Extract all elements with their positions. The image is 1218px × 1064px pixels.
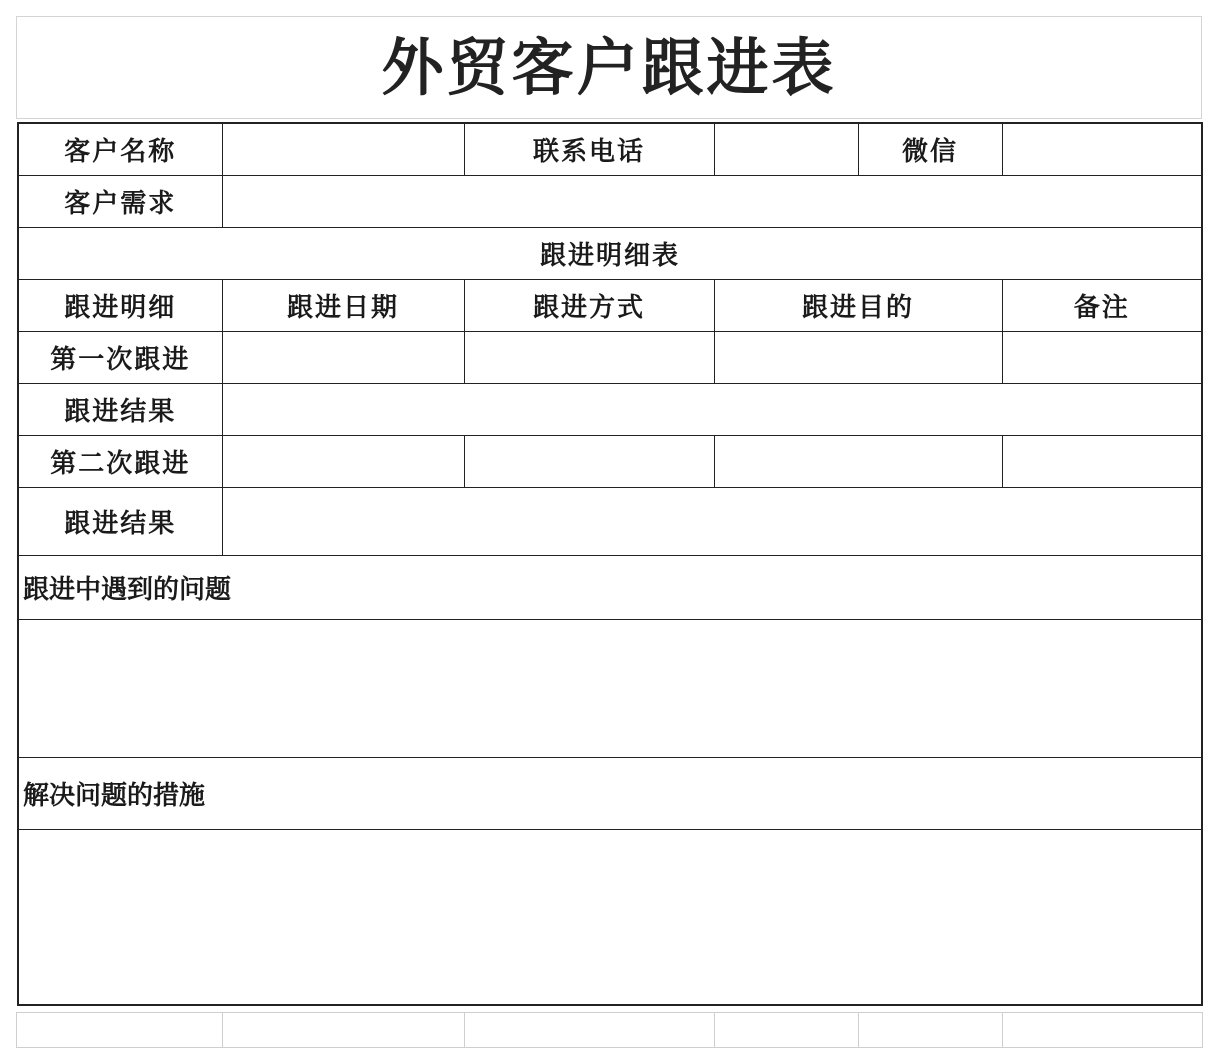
first-follow-up-method-field[interactable]: [464, 331, 714, 383]
problems-label: 跟进中遇到的问题: [18, 555, 1202, 619]
second-follow-up-remarks-field[interactable]: [1002, 435, 1202, 487]
second-result-row: [18, 487, 1202, 555]
first-follow-up-purpose-field[interactable]: [714, 331, 1002, 383]
follow-up-form: [17, 122, 1203, 1006]
problems-label-row: [18, 555, 1202, 619]
second-follow-up-purpose-field[interactable]: [714, 435, 1002, 487]
customer-name-label: 客户名称: [18, 123, 222, 175]
detail-header-row: [18, 279, 1202, 331]
footer-grid-row: [17, 1013, 1203, 1048]
solutions-content-row: [18, 829, 1202, 1005]
footer-grid: [16, 1012, 1203, 1048]
footer-grid-cell: [465, 1013, 715, 1048]
problems-field[interactable]: [18, 619, 1202, 757]
detail-title-row: [18, 227, 1202, 279]
customer-needs-field[interactable]: [222, 175, 1202, 227]
header-method: 跟进方式: [464, 279, 714, 331]
second-result-label: 跟进结果: [18, 487, 222, 555]
needs-row: [18, 175, 1202, 227]
second-follow-up-date-field[interactable]: [222, 435, 464, 487]
footer-grid-cell: [223, 1013, 465, 1048]
header-purpose: 跟进目的: [714, 279, 1002, 331]
page-title: 外贸客户跟进表: [381, 30, 837, 104]
title-box: [16, 16, 1202, 119]
footer-grid-cell: [859, 1013, 1003, 1048]
wechat-field[interactable]: [1002, 123, 1202, 175]
header-date: 跟进日期: [222, 279, 464, 331]
footer-grid-cell: [715, 1013, 859, 1048]
detail-section-title: 跟进明细表: [18, 227, 1202, 279]
problems-content-row: [18, 619, 1202, 757]
footer-grid-cell: [1003, 1013, 1203, 1048]
second-follow-up-label: 第二次跟进: [18, 435, 222, 487]
solutions-field[interactable]: [18, 829, 1202, 1005]
solutions-label-row: [18, 757, 1202, 829]
customer-needs-label: 客户需求: [18, 175, 222, 227]
customer-row: [18, 123, 1202, 175]
first-follow-up-remarks-field[interactable]: [1002, 331, 1202, 383]
phone-label: 联系电话: [464, 123, 714, 175]
solutions-label: 解决问题的措施: [18, 757, 1202, 829]
second-result-field[interactable]: [222, 487, 1202, 555]
first-result-row: [18, 383, 1202, 435]
first-result-field[interactable]: [222, 383, 1202, 435]
first-follow-up-row: [18, 331, 1202, 383]
customer-name-field[interactable]: [222, 123, 464, 175]
first-follow-up-label: 第一次跟进: [18, 331, 222, 383]
wechat-label: 微信: [858, 123, 1002, 175]
first-result-label: 跟进结果: [18, 383, 222, 435]
header-detail: 跟进明细: [18, 279, 222, 331]
phone-field[interactable]: [714, 123, 858, 175]
header-remarks: 备注: [1002, 279, 1202, 331]
second-follow-up-method-field[interactable]: [464, 435, 714, 487]
footer-grid-cell: [17, 1013, 223, 1048]
second-follow-up-row: [18, 435, 1202, 487]
first-follow-up-date-field[interactable]: [222, 331, 464, 383]
